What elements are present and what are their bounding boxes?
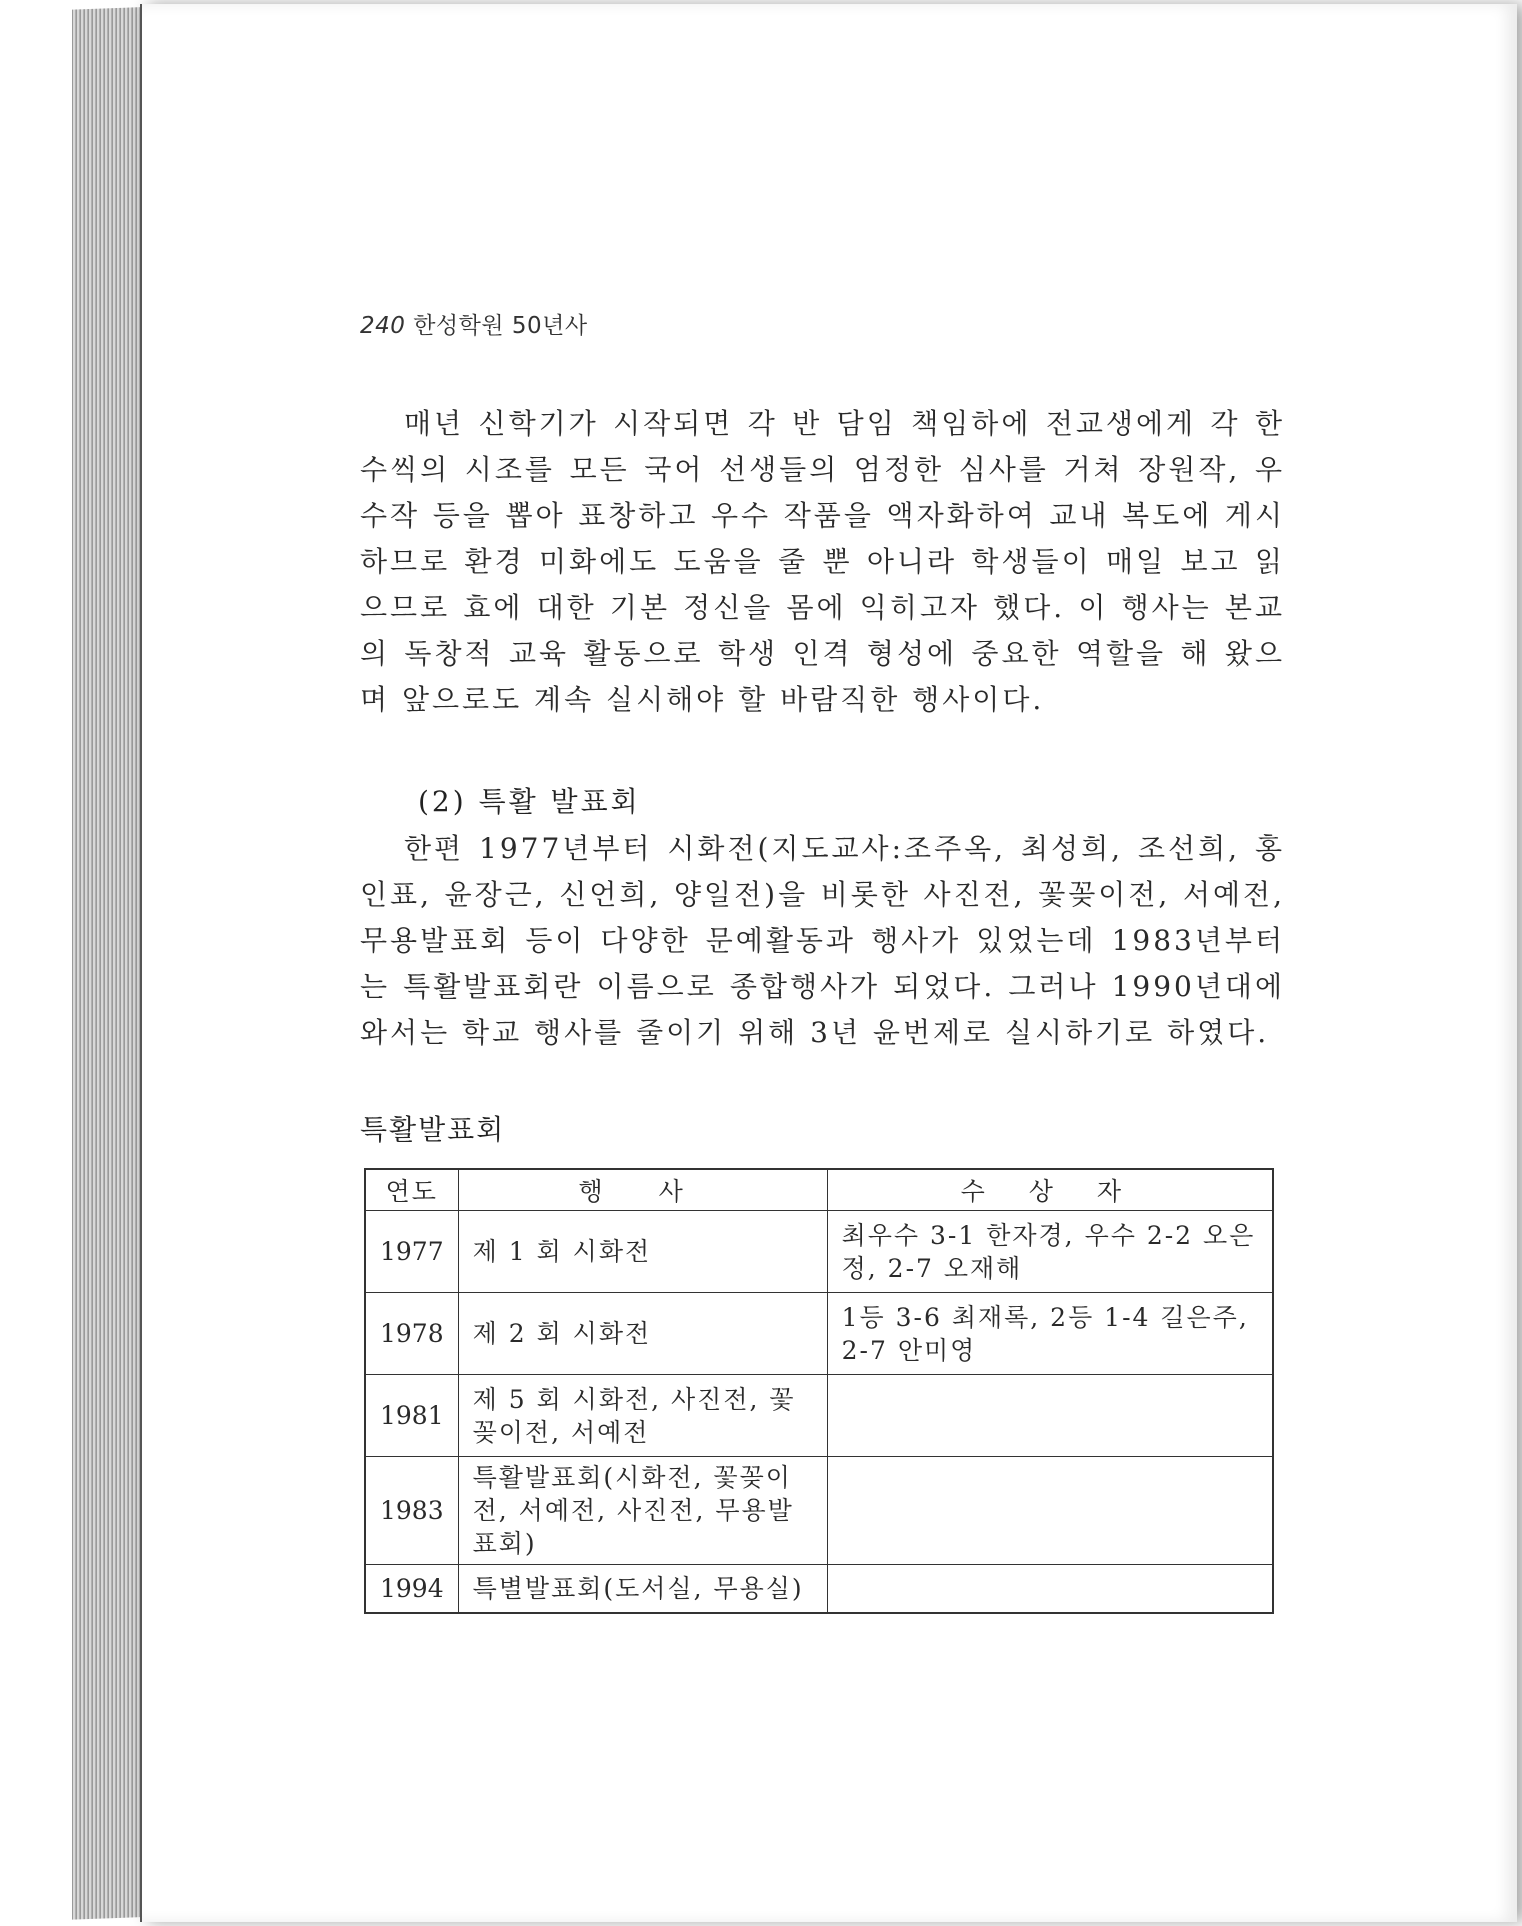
book-title: 한성학원 50년사 <box>413 313 588 339</box>
cell-awardees: 1등 3-6 최재록, 2등 1-4 길은주, 2-7 안미영 <box>827 1293 1273 1375</box>
paragraph-activity-presentations: 한편 1977년부터 시화전(지도교사:조주옥, 최성희, 조선희, 홍인표, 윤장근, 신언희, 양일전)을 비롯한 사진전, 꽃꽂이전, 서예전, 무용발표회 등이 다양한 문예활동과 행사가 있었는데 1983년부터는 특활발표회란 이름으로 종합행사가 되었다. 그러나 1990년대에 와서는 학교 행사를 줄이기 위해 3년 윤번제로 실시하기로 하였다. <box>360 832 1285 1049</box>
table-row <box>365 1457 1273 1565</box>
table-row <box>365 1375 1273 1457</box>
cell-event: 제 2 회 시화전 <box>458 1293 827 1375</box>
cell-event: 제 1 회 시화전 <box>458 1211 827 1293</box>
header-awardees: 수 상 자 <box>827 1169 1273 1211</box>
running-header <box>360 307 588 340</box>
cell-awardees <box>827 1457 1273 1565</box>
table-row <box>365 1565 1273 1613</box>
cell-awardees: 최우수 3-1 한자경, 우수 2-2 오은정, 2-7 오재해 <box>827 1211 1273 1293</box>
cell-awardees <box>827 1565 1273 1613</box>
cell-event: 특활발표회(시화전, 꽃꽂이전, 서예전, 사진전, 무용발표회) <box>458 1457 827 1565</box>
cell-year: 1983 <box>365 1457 458 1565</box>
header-year: 연도 <box>365 1169 458 1211</box>
table-row <box>365 1211 1273 1293</box>
section-subheading: (2) 특활 발표회 <box>418 785 641 818</box>
activity-presentation-table <box>364 1168 1274 1614</box>
table-header-row <box>365 1169 1273 1211</box>
cell-event: 제 5 회 시화전, 사진전, 꽃꽂이전, 서예전 <box>458 1375 827 1457</box>
cell-awardees <box>827 1375 1273 1457</box>
paragraph-sijo-contest: 매년 신학기가 시작되면 각 반 담임 책임하에 전교생에게 각 한수씩의 시조를 모든 국어 선생들의 엄정한 심사를 거쳐 장원작, 우수작 등을 뽑아 표창하고 우수 작품을 액자화하여 교내 복도에 게시하므로 환경 미화에도 도움을 줄 뿐 아니라 학생들이 매일 보고 읽으므로 효에 대한 기본 정신을 몸에 익히고자 했다. 이 행사는 본교의 독창적 교육 활동으로 학생 인격 형성에 중요한 역할을 해 왔으며 앞으로도 계속 실시해야 할 바람직한 행사이다. <box>360 407 1285 716</box>
cell-event: 특별발표회(도서실, 무용실) <box>458 1565 827 1613</box>
table-title: 특활발표회 <box>360 1113 506 1146</box>
cell-year: 1981 <box>365 1375 458 1457</box>
cell-year: 1977 <box>365 1211 458 1293</box>
header-event: 행 사 <box>458 1169 827 1211</box>
cell-year: 1978 <box>365 1293 458 1375</box>
page-number: 240 <box>360 313 406 339</box>
cell-year: 1994 <box>365 1565 458 1613</box>
table-row <box>365 1293 1273 1375</box>
